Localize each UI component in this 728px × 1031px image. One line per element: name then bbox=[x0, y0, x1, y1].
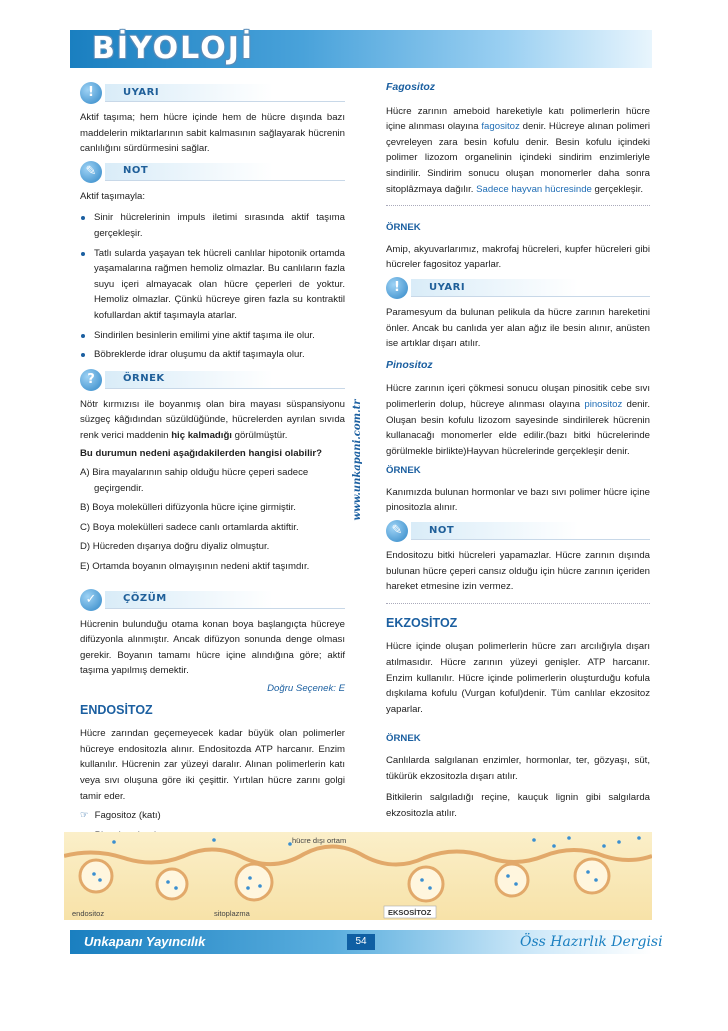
right-column bbox=[386, 78, 650, 823]
vesicle bbox=[157, 869, 187, 899]
pinositoz-title: Pinositoz bbox=[386, 358, 433, 371]
divider bbox=[386, 603, 650, 604]
list-item: Sinir hücrelerinin impuls iletimi sırasında aktif taşıma gerçekleşir. bbox=[80, 210, 345, 241]
list-item: ☞ Fagositoz (katı) bbox=[80, 810, 161, 822]
figure-illustration bbox=[64, 832, 652, 920]
endositoz-text: Hücre zarından geçemeyecek kadar büyük olan polimerler hücreye endositozla alınır. Endositozda ATP harcanır. Enzim kullanılır. Hücrenin zar yüzeyi daralır. Alınan polimerlerin katı veya sıvı oluşuna göre iki çeşittir. Yırtılan hücre zarını golgi tamir eder. bbox=[80, 728, 345, 802]
vesicle bbox=[236, 864, 272, 900]
side-url: www.unkapani.com.tr bbox=[352, 399, 364, 521]
ornek-text: Nötr kırmızısı ile boyanmış olan bira mayası süspansiyonu süzgeç kâğıdından süzüldüğünde, hücrelerden ayrılan sıvıda renk verici maddenin hiç kalmadığı görülmüştür. bbox=[80, 398, 345, 441]
cytoplasm-label: sitoplazma bbox=[214, 909, 250, 918]
uyari-text: Paramesyum da bulunan pelikula da hücre zarının hareketini önler. Ancak bu canlıda yer alan ağız ile besin alınır, anüsten ise artıklar dışarı atılır. bbox=[386, 306, 650, 350]
note-icon: ✎ bbox=[386, 520, 408, 542]
option-c: C) Boya molekülleri sadece canlı ortamlarda aktiftir. bbox=[80, 521, 299, 533]
warning-icon: ! bbox=[386, 277, 408, 299]
fagositoz-title: Fagositoz bbox=[386, 81, 435, 93]
option-d: D) Hücreden dışarıya doğru diyaliz olmuştur. bbox=[80, 541, 270, 553]
ornek-question: Bu durumun nedeni aşağıdakilerden hangisi olabilir? bbox=[80, 447, 323, 459]
list-item: Sindirilen besinlerin emilimi yine aktif taşıma ile olur. bbox=[80, 328, 345, 344]
endocytosis-exocytosis-figure bbox=[64, 832, 652, 920]
ornek-text: Kanımızda bulunan hormonlar ve bazı sıvı polimer hücre içine pinositozla alınır. bbox=[386, 486, 650, 514]
divider bbox=[386, 205, 650, 206]
vesicle bbox=[80, 860, 112, 892]
page-number: 54 bbox=[347, 934, 375, 950]
fagositoz-text: Hücre zarının ameboid hareketiyle katı polimerlerin hücre içine alınması olayına fagositoz denir. Hücreye alınan polimeri çevreleyen zara besin kofulu denir. Besin kofulu içindeki polimer lizozom organelinin içindeki sindirim enzimleriyle sindirilir. Sindirim sonucu oluşan monomerler daha sonra sitoplâzmaya dağılır. Sadece hayvan hücresinde gerçekleşir. bbox=[386, 105, 650, 195]
cozum-text: Hücrenin bulunduğu otama konan boya başlangıçta hücreye difüzyonla alınmıştır. Ancak difüzyon sonunda denge olması gerekir. Boyanın tamamı hücre içine alındığına göre; aktif taşıma yapılmış demektir. bbox=[80, 618, 345, 677]
uyari-label: ! UYARI bbox=[80, 80, 345, 106]
example-icon: ? bbox=[80, 369, 102, 391]
solution-icon: ✓ bbox=[80, 589, 102, 611]
not-label: ✎ NOT bbox=[80, 159, 345, 185]
left-column bbox=[80, 78, 345, 847]
ornek-heading: ÖRNEK bbox=[386, 465, 421, 477]
vesicle bbox=[575, 859, 609, 893]
answer-options bbox=[80, 465, 345, 575]
ekzositoz-text: Hücre içinde oluşan polimerlerin hücre zarı arcılığıyla dışarı atılmasıdır. Hücre zarının yüzeyi genişler. ATP harcanır. Enzim kullanılır. Hücre içinde polimerlerin oluşturduğu kofula dışkılama kofulu (Vurgan koful)denir. Tüm canlılar ekzositoz yaparlar. bbox=[386, 641, 650, 715]
list-item: Böbreklerde idrar oluşumu da aktif taşımayla olur. bbox=[80, 347, 345, 363]
option-b: B) Boya molekülleri difüzyonla hücre içine girmiştir. bbox=[80, 502, 296, 514]
endositoz-title: ENDOSİTOZ bbox=[80, 702, 153, 717]
ornek-text: Amip, akyuvarlarımız, makrofaj hücreleri, kupfer hücreleri gibi hücreler fagositoz yaparlar. bbox=[386, 243, 650, 271]
ornek-label: ? ÖRNEK bbox=[80, 367, 345, 393]
not-heading: Aktif taşımayla: bbox=[80, 190, 146, 202]
option-a: A) Bira mayalarının sahip olduğu hücre çeperi sadece geçirgendir. bbox=[80, 467, 309, 494]
not-label: ✎ NOT bbox=[386, 518, 650, 544]
vesicle bbox=[496, 864, 528, 896]
not-list bbox=[80, 210, 345, 362]
ornek-heading: ÖRNEK bbox=[386, 222, 421, 234]
uyari-text: Aktif taşıma; hem hücre içinde hem de hücre dışında bazı maddelerin miktarlarının sabit kalmasının sağlayarak hücrenin canlılığını sürdürmesini sağlar. bbox=[80, 112, 345, 155]
ekzositoz-title: EKZOSİTOZ bbox=[386, 615, 458, 630]
not-text: Endositozu bitki hücreleri yapamazlar. Hücre zarının dışında bulunan hücre çeperi cansız olduğu için hücre zarının içeriden hareket etmesine izin vermez. bbox=[386, 550, 650, 593]
option-e: E) Ortamda boyanın olmayışının nedeni aktif taşımdır. bbox=[80, 561, 310, 573]
ornek-heading: ÖRNEK bbox=[386, 733, 421, 745]
outside-label: hücre dışı ortam bbox=[292, 836, 347, 845]
hook-icon: ☞ bbox=[80, 810, 89, 822]
pinositoz-text: Hücre zarının içeri çökmesi sonucu oluşan pinositik cebe sıvı polimerlerin dolup, hücreye alınması olayına pinositoz denir. Oluşan besin kofulu lizozom sayesinde sindirilerek hücrenin kullanacağı monomerler elde edilir.(bazı bitki hücrelerinde görülmekle birlikte)Hayvan hücrelerinde gerçekleşir denir. bbox=[386, 383, 650, 457]
note-icon: ✎ bbox=[80, 161, 102, 183]
exocytosis-label: EKSOSİTOZ bbox=[388, 908, 432, 917]
magazine-name: Öss Hazırlık Dergisi bbox=[520, 934, 663, 950]
warning-icon: ! bbox=[80, 82, 102, 104]
cozum-label: ✓ ÇÖZÜM bbox=[80, 587, 345, 613]
ornek-text: Bitkilerin salgıladığı reçine, kauçuk lignin gibi salgılarda ekzositozla atılır. bbox=[386, 792, 650, 819]
vesicle bbox=[409, 867, 443, 901]
publisher-name: Unkapanı Yayıncılık bbox=[84, 934, 206, 949]
uyari-label: ! UYARI bbox=[386, 275, 650, 301]
correct-answer: Doğru Seçenek: E bbox=[267, 683, 345, 695]
list-item: Tatlı sularda yaşayan tek hücreli canlılar hipotonik ortamda yaşamalarına rağmen hemoliz olmazlar. Bu canlıların fazla suyu içeri almayacak olan hücre çeperleri de yoktur. Hemoliz olmazlar. Çünkü hücreye giren fazla su kontraktil kofullardan aktif taşımayla atarlar. bbox=[80, 246, 345, 324]
endositoz-label: endositoz bbox=[72, 909, 105, 918]
ornek-text: Canlılarda salgılanan enzimler, hormonlar, ter, gözyaşı, süt, tükürük ekzositozla dışarı atılır. bbox=[386, 755, 650, 782]
subject-title: BİYOLOJİ bbox=[92, 31, 255, 66]
